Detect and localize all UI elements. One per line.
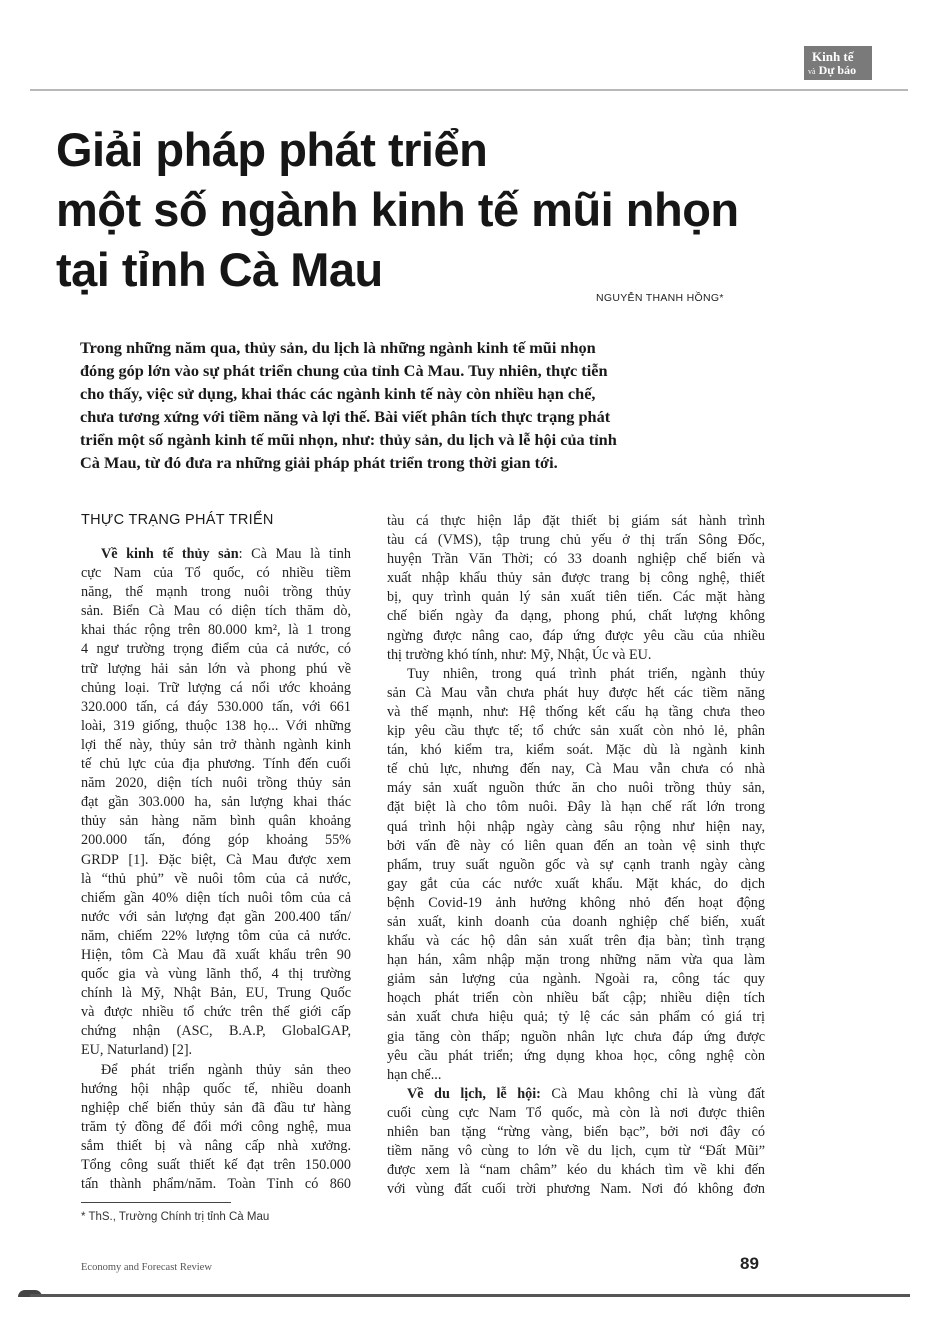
text-line: thủy sản hàng năm bình quân khoảng <box>81 813 351 830</box>
abstract-line: triển một số ngành kinh tế mũi nhọn, như: thủy sản, du lịch và lễ hội của tỉnh <box>80 430 617 449</box>
text-line: được xem là “nam châm” kéo du khách tìm về khi đến <box>387 1162 765 1179</box>
text-line: 200.000 tấn, đóng góp khoảng 55% <box>81 832 351 849</box>
page-number: 89 <box>740 1254 759 1273</box>
text-line: tế chủ lực, nhưng đến nay, Cà Mau vẫn chưa có nhà <box>387 761 765 778</box>
text-line: quốc gia và vùng lãnh thổ, 4 thị trường <box>81 966 351 983</box>
text-line: năm 2020, diện tích nuôi trồng thủy sản <box>81 775 351 792</box>
title-line: Giải pháp phát triển <box>56 123 488 176</box>
paragraph-first-line: Về du lịch, lễ hội: Cà Mau không chỉ là vùng đất <box>407 1085 765 1102</box>
text-line: cực Nam của Tổ quốc, có nhiều tiềm <box>81 565 351 582</box>
text-line: chứng nhận (ASC, B.A.P, GlobalGAP, <box>81 1023 351 1040</box>
text-line: giảm sản lượng của ngành. Ngoài ra, công tác quy <box>387 971 765 988</box>
text-line: hoạch phát triển còn nhiều bất cập; nhiều diện tích <box>387 990 765 1007</box>
text-line: tán, khó kiểm tra, kiểm soát. Mặc dù là ngành kinh <box>387 742 765 759</box>
text-line: cuối cùng cực Nam Tổ quốc, mà còn là nơi được thiên <box>387 1104 765 1121</box>
text-line: với vùng đất cuối trời phương Nam. Nơi đó không đơn <box>387 1181 765 1198</box>
text-line: kịp yêu cầu thực tế; tổ chức sản xuất còn nhỏ lẻ, phân <box>387 723 765 740</box>
text-line: tế chủ lực của địa phương. Tính đến cuối <box>81 756 351 773</box>
text-line: hạn hán, xâm nhập mặn trong những năm vừa qua làm <box>387 952 765 969</box>
text-line: tàu cá thực hiện lắp đặt thiết bị giám sát hành trình <box>387 513 765 529</box>
text-line: tiềm năng vô cùng to lớn về du lịch, cụm từ “Đất Mũi” <box>387 1143 765 1160</box>
header-rule <box>30 89 908 91</box>
paragraph-lead: Về du lịch, lễ hội: <box>407 1085 541 1102</box>
text-line: đặt biệt là cho tôm nuôi. Đây là hạn chế rất lớn trong <box>387 799 765 816</box>
text-line: quá trình hội nhập ngày càng sâu rộng như hiện nay, <box>387 818 765 835</box>
title-line: tại tỉnh Cà Mau <box>56 243 383 296</box>
text-line: nhiên ban tặng “rừng vàng, biển bạc”, bởi nơi đây có <box>387 1124 765 1140</box>
text-line: năng, thế mạnh trong nuôi trồng thủy <box>81 584 351 601</box>
text-line: tấn thành phẩm/năm. Toàn Tỉnh có 860 <box>81 1176 351 1193</box>
text-line: tàu cá (VMS), tập trung chủ yếu ở thị trấn Sông Đốc, <box>387 532 765 549</box>
paragraph-first-line: Về kinh tế thủy sản: Cà Mau là tỉnh <box>101 546 351 562</box>
text-line: huyện Trần Văn Thời; có 33 doanh nghiệp chế biến và <box>387 551 765 568</box>
text-line: năm, chiếm 22% lượng tôm của cả nước. <box>81 927 351 944</box>
journal-name: Economy and Forecast Review <box>81 1262 212 1273</box>
text-line: hạn chế... <box>387 1066 442 1083</box>
section-heading: THỰC TRẠNG PHÁT TRIỂN <box>81 512 274 528</box>
text-line: Tuy nhiên, trong quá trình phát triển, ngành thủy <box>407 665 765 682</box>
article-title <box>56 120 816 300</box>
text-line: phẩm, truy suất nguồn gốc và sự cạnh tranh ngày càng <box>387 856 765 873</box>
abstract-line: Trong những năm qua, thủy sản, du lịch là những ngành kinh tế mũi nhọn <box>80 338 596 357</box>
text-line: bệnh Covid-19 ảnh hưởng không nhỏ đến hoạt động <box>387 894 765 911</box>
abstract-line: Cà Mau, từ đó đưa ra những giải pháp phát triển trong thời gian tới. <box>80 453 558 472</box>
journal-section-badge <box>804 46 872 80</box>
right-column <box>387 512 765 1199</box>
text-line: 320.000 tấn, cá đáy 530.000 tấn, với 661 <box>81 698 351 715</box>
text-line: là “thủ phủ” về nuôi tôm của cả nước, <box>81 870 351 887</box>
abstract-line: chưa tương xứng với tiềm năng và lợi thế. Bài viết phân tích thực trạng phát <box>80 407 611 426</box>
paragraph-lead: Về kinh tế thủy sản <box>101 546 239 562</box>
text-line: hướng hội nhập quốc tế, nhiều doanh <box>81 1080 351 1097</box>
text-line: yêu cầu phát triển; ứng dụng khoa học, công nghệ còn <box>387 1047 765 1064</box>
text-line: Để phát triển ngành thủy sản theo <box>101 1061 351 1078</box>
footnote: * ThS., Trường Chính trị tỉnh Cà Mau <box>81 1211 270 1223</box>
text-line: trăm tỷ đồng để đổi mới công nghệ, mua <box>81 1118 351 1135</box>
text-line: ngừng được nâng cao, đáp ứng được yêu cầu của nhiều <box>387 627 765 644</box>
footnote-rule <box>81 1202 231 1203</box>
text-line: chiếm gần 40% diện tích nuôi tôm của cả <box>81 889 351 906</box>
text-line: sắm thiết bị và nâng cấp nhà xưởng. <box>81 1137 351 1154</box>
text-line: đạt gần 303.000 ha, sản lượng khai thác <box>81 794 351 811</box>
author-name: NGUYỄN THANH HỒNG* <box>596 292 724 304</box>
badge-line-2: và Dự báo <box>808 63 857 77</box>
text-line: loài, 319 giống, thuộc 138 họ... Với những <box>81 717 351 734</box>
text-line: và thế mạnh, như: Hệ thống kết cấu hạ tầng chưa theo <box>387 703 765 720</box>
text-line: khẩu và các hộ dân sản xuất trên địa bàn; tình trạng <box>387 933 765 950</box>
text-line: sản xuất, kinh doanh của doanh nghiệp chế biến, xuất <box>387 913 765 930</box>
text-line: bị, quy trình quản lý sản xuất tiên tiến. Các mặt hàng <box>387 589 765 606</box>
badge-line-1: Kinh tế <box>812 49 854 64</box>
text-line: xuất nhập khẩu thủy sản được trang bị công nghệ, thiết <box>387 570 765 587</box>
text-line: gay gắt của các nước xuất khẩu. Mặt khác, do dịch <box>387 875 765 892</box>
left-column <box>81 545 351 1194</box>
text-line: khai thác rộng trên 80.000 km², là 1 trong <box>81 622 351 639</box>
text-line: sản xuất chưa hiệu quả; tỷ lệ các sản phẩm có giá trị <box>387 1009 765 1026</box>
text-line: sản. Biển Cà Mau có diện tích thăm dò, <box>81 603 351 620</box>
text-line: máy sản xuất nguồn thức ăn cho nuôi trồng thủy sản, <box>387 780 765 797</box>
text-line: trữ lượng hải sản lớn và phong phú về <box>81 660 351 677</box>
text-line: chủng loại. Trữ lượng cá nổi ước khoảng <box>81 679 351 696</box>
text-line: gia tăng còn thấp; nguồn nhân lực chưa đáp ứng được <box>387 1028 765 1045</box>
text-line: lợi thế này, thủy sản trở thành ngành kinh <box>81 736 351 753</box>
text-line: sản Cà Mau vẫn chưa phát huy được hết các tiềm năng <box>387 684 765 701</box>
text-line: thị trường khó tính, như: Mỹ, Nhật, Úc và EU. <box>387 646 652 663</box>
footer-rule <box>30 1294 910 1297</box>
text-line: GRDP [1]. Đặc biệt, Cà Mau được xem <box>81 851 351 868</box>
text-line: EU, Naturland) [2]. <box>81 1042 193 1059</box>
text-line: chính là Mỹ, Nhật Bản, EU, Trung Quốc <box>81 985 351 1002</box>
abstract <box>80 336 765 474</box>
text-line: và được nhiều tổ chức trên thế giới cấp <box>81 1004 351 1021</box>
text-line: Tổng công suất thiết kế đạt trên 150.000 <box>81 1157 351 1173</box>
text-line: nghiệp chế biến thủy sản đã đầu tư hàng <box>81 1099 351 1116</box>
title-line: một số ngành kinh tế mũi nhọn <box>56 183 739 236</box>
abstract-line: cho thấy, việc sử dụng, khai thác các ngành kinh tế này còn nhiều hạn chế, <box>80 384 596 403</box>
text-line: bởi vấn đề này có liên quan đến an toàn vệ sinh thực <box>387 837 765 854</box>
abstract-line: đóng góp lớn vào sự phát triển chung của tỉnh Cà Mau. Tuy nhiên, thực tiễn <box>80 361 608 380</box>
text-line: chế biến ngày đa dạng, phong phú, chất lượng không <box>387 608 765 625</box>
text-line: Hiện, tôm Cà Mau đã xuất khẩu trên 90 <box>81 946 351 963</box>
text-line: 4 ngư trường trọng điểm của cả nước, có <box>81 641 351 658</box>
text-line: nước với sản lượng đạt gần 200.400 tấn/ <box>81 908 351 925</box>
